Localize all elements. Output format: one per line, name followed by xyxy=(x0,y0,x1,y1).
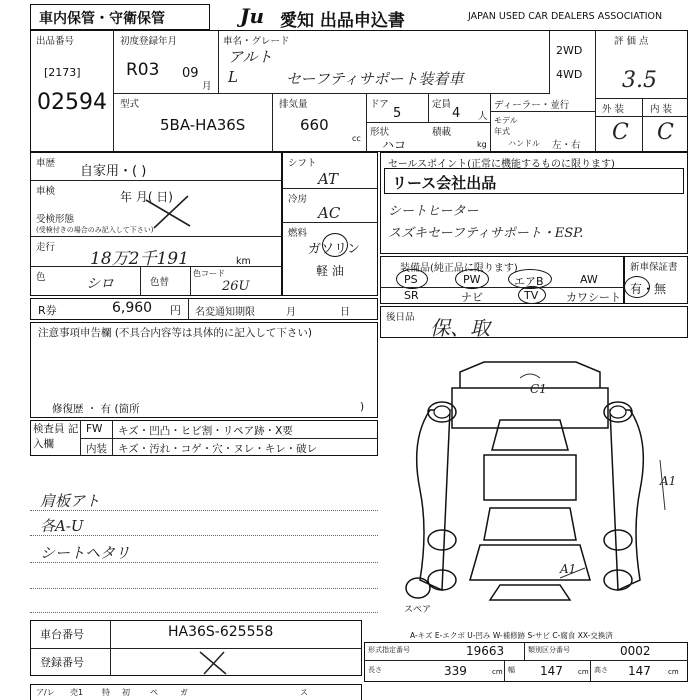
chassis-label: 車台番号 xyxy=(40,628,84,641)
lot-label: 出品番号 xyxy=(36,36,75,47)
registration-year: R03 xyxy=(126,60,160,80)
capacity-value: 4 xyxy=(452,106,461,121)
color-label: 色 xyxy=(36,272,46,283)
spare-tire xyxy=(406,578,430,598)
length-value: 339 xyxy=(444,664,467,678)
height-value: 147 xyxy=(628,664,651,678)
doors-value: 5 xyxy=(393,106,402,121)
length-unit: cm xyxy=(492,668,503,676)
mileage-label: 走行 xyxy=(36,242,56,253)
interior-label: 内 装 xyxy=(650,104,673,115)
footer-check-3: 特 xyxy=(102,688,110,697)
car-grade: セーフティサポート装着車 xyxy=(286,70,464,88)
registration-label: 初度登録年月 xyxy=(120,36,178,47)
type-label: 形式指定番号 xyxy=(368,646,410,654)
car-name: アルト xyxy=(228,48,273,66)
shaken-value: 年 月( 日) xyxy=(120,190,173,204)
remark-1: 肩板アト xyxy=(40,492,101,510)
history-label: 車歴 xyxy=(36,158,56,169)
footer-check-1: ア/レ xyxy=(36,688,55,697)
ac-label: 冷房 xyxy=(288,194,308,205)
equip-navi: ナビ xyxy=(461,291,483,304)
damage-legend: A-キズ E-エクボ U-凹み W-補修跡 S-サビ C-腐食 XX-交換済 xyxy=(410,631,613,640)
logo: Ju xyxy=(240,4,265,28)
footer-check-7: ス xyxy=(300,688,308,697)
width-label: 幅 xyxy=(508,666,515,674)
accessories-section xyxy=(380,306,688,338)
doors-label: ドア xyxy=(370,99,389,110)
fuel-label: 燃料 xyxy=(288,228,308,239)
sales-line-1: シートヒーター xyxy=(388,204,479,219)
load-unit: kg xyxy=(477,140,487,149)
color-code-label: 色コード xyxy=(193,269,225,278)
warranty-circle xyxy=(624,276,650,298)
model-value: 5BA-HA36S xyxy=(160,116,246,134)
pw-circle xyxy=(455,269,489,289)
fw-label: FW xyxy=(86,423,103,435)
length-label: 長さ xyxy=(368,666,382,674)
car-grade-letter: L xyxy=(228,68,238,86)
drive-2wd: 2WD xyxy=(556,44,583,57)
interior-grade: C xyxy=(657,120,674,145)
exterior-grade: C xyxy=(612,120,629,145)
shape-value: ハコ xyxy=(382,138,407,152)
fuel-option: 軽 油 xyxy=(316,264,344,278)
ac-value: AC xyxy=(318,204,341,222)
lot-sub-number: [2173] xyxy=(44,66,81,79)
ps-circle xyxy=(396,269,428,289)
accessories-label: 後日品 xyxy=(386,312,415,323)
dealer-import-label: ディーラー・並行 xyxy=(494,100,570,111)
caution-label: 注意事項申告欄 (不具合内容等は具体的に記入して下さい) xyxy=(38,327,313,339)
car-left-side xyxy=(417,410,450,590)
sales-headline: リース会社出品 xyxy=(392,174,497,192)
interior-row-label: 内装 xyxy=(86,443,107,455)
tv-circle xyxy=(518,286,546,304)
storage-box xyxy=(30,4,210,30)
drive-4wd: 4WD xyxy=(556,68,583,81)
color-code-value: 26U xyxy=(222,279,250,294)
width-value: 147 xyxy=(540,664,563,678)
class-label: 類別区分番号 xyxy=(528,646,570,654)
footer-check-5: ペ xyxy=(150,688,158,697)
shift-label: シフト xyxy=(288,158,317,169)
equip-tv: TV xyxy=(524,289,539,302)
receive-note: (受検付きの場合のみ記入して下さい) xyxy=(36,226,154,234)
height-unit: cm xyxy=(668,668,679,676)
equip-sr: SR xyxy=(404,289,419,302)
mileage-value: 18万2千191 xyxy=(90,249,189,269)
handle-label: ハンドル xyxy=(508,139,540,148)
warranty-label: 新車保証書 xyxy=(630,262,678,273)
type-value: 19663 xyxy=(466,644,505,658)
footer-check-4: 初 xyxy=(122,688,130,697)
history-value: 自家用・( ) xyxy=(80,164,147,179)
capacity-unit: 人 xyxy=(478,111,488,122)
plate-cross-mark xyxy=(194,648,234,676)
plate-label: 登録番号 xyxy=(40,656,84,669)
load-label: 積載 xyxy=(432,127,452,138)
remark-2: 各A-U xyxy=(40,517,84,535)
equip-pw: PW xyxy=(463,273,481,286)
name-change-month: 月 xyxy=(286,307,296,318)
form-subtitle: JAPAN USED CAR DEALERS ASSOCIATION xyxy=(468,11,663,22)
mark-a1-right: A1 xyxy=(660,474,677,488)
recycle-label: R券 xyxy=(38,304,57,317)
footer-check-2: 売1 xyxy=(70,688,84,697)
warranty-value: 有・無 xyxy=(630,282,667,296)
equipment-label: 装備品(純正品に限ります) xyxy=(400,263,518,274)
shaken-label: 車検 xyxy=(36,186,56,197)
height-label: 高さ xyxy=(594,666,608,674)
accessories-value: 保、取 xyxy=(430,316,490,340)
equip-ps: PS xyxy=(404,273,418,286)
cc-unit: cc xyxy=(352,134,361,143)
class-value: 0002 xyxy=(620,644,651,658)
shape-label: 形状 xyxy=(370,127,390,138)
color-change-label: 色替 xyxy=(150,277,170,288)
model-label: 型式 xyxy=(120,99,140,110)
recycle-unit: 円 xyxy=(170,304,181,317)
repair-close: ) xyxy=(360,401,365,413)
car-name-label: 車名・グレード xyxy=(223,36,290,47)
name-change-day: 日 xyxy=(340,307,350,318)
exterior-options: キズ・凹凸・ヒビ割・リペア跡・X要 xyxy=(118,425,293,437)
mark-c1: C1 xyxy=(530,382,547,396)
mark-a1-bottom: A1 xyxy=(560,562,577,576)
fuel-value: ガソリン xyxy=(308,242,361,257)
registration-month: 09 xyxy=(182,66,199,81)
chassis-value: HA36S-625558 xyxy=(168,624,274,640)
model-year-label: モデル 年式 xyxy=(494,116,518,136)
lot-number: 02594 xyxy=(37,90,107,115)
sales-label: セールスポイント(正常に機能するものに限ります) xyxy=(388,159,615,170)
score-value: 3.5 xyxy=(622,68,657,93)
sales-line-2: スズキセーフティサポート・ESP. xyxy=(388,226,584,241)
displacement-value: 660 xyxy=(300,116,329,134)
equip-seat: カワシート xyxy=(566,291,621,304)
remark-3: シートヘタリ xyxy=(40,544,131,562)
fuel-selected-circle xyxy=(322,233,348,257)
mileage-unit: km xyxy=(236,256,251,267)
name-change-label: 名変通知期限 xyxy=(195,307,255,318)
recycle-amount: 6,960 xyxy=(112,300,153,316)
footer-check-6: ガ xyxy=(180,688,188,697)
storage-label: 車内保管・守衛保管 xyxy=(39,11,165,27)
interior-options: キズ・汚れ・コゲ・穴・ヌレ・キレ・破レ xyxy=(118,443,318,455)
exterior-label: 外 装 xyxy=(602,104,625,115)
width-unit: cm xyxy=(578,668,589,676)
receive-cross-mark xyxy=(140,192,200,232)
shift-value: AT xyxy=(318,170,339,188)
registration-month-unit: 月 xyxy=(202,81,212,92)
inspection-label: 検査員 記入欄 xyxy=(33,423,79,450)
handle-options: 左・右 xyxy=(552,140,581,151)
color-value: シロ xyxy=(86,276,114,292)
car-right-side xyxy=(610,410,643,590)
spare-label: スペア xyxy=(404,605,432,615)
equip-airbag: エアB xyxy=(514,275,544,288)
score-label: 評 価 点 xyxy=(614,36,649,47)
receive-label: 受検形態 xyxy=(36,214,75,225)
displacement-label: 排気量 xyxy=(279,99,308,110)
capacity-label: 定員 xyxy=(432,99,452,110)
equip-aw: AW xyxy=(580,273,598,286)
form-title: 愛知 出品申込書 xyxy=(280,11,405,31)
repair-label: 修復歴 ・ 有 (箇所 xyxy=(52,403,140,415)
